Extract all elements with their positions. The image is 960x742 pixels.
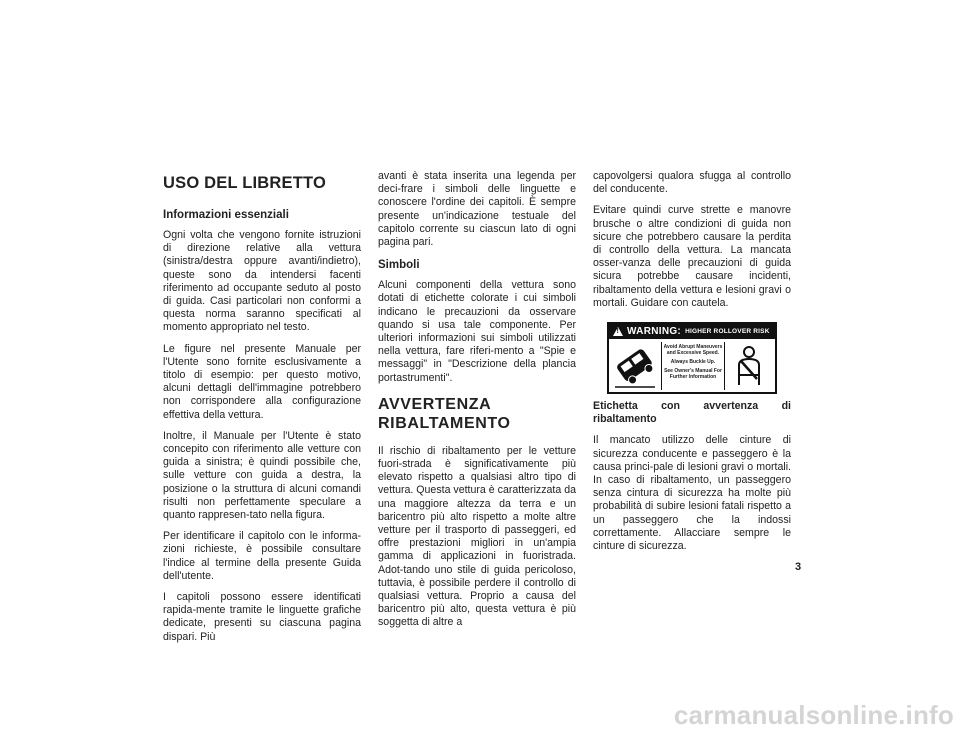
- paragraph: capovolgersi qualora sfugga al controllo del conducente.: [593, 170, 791, 196]
- section-title-ribaltamento: [378, 395, 576, 433]
- title-line: AVVERTENZA: [378, 395, 492, 413]
- column-right: [593, 170, 791, 561]
- paragraph: Le figure nel presente Manuale per l'Utente sono fornite esclusivamente a titolo di esempio: per questo motivo, alcuni dettagli dell'immagine potrebbero non corrispondere alla configurazione effettiva della vettura.: [163, 342, 361, 421]
- warning-line: See Owner's Manual For Further Information: [664, 368, 722, 381]
- paragraph: Alcuni componenti della vettura sono dotati di etichette colorate i cui simboli indicano le precauzioni da osservare quando si usa tale componente. Per ulteriori informazioni sui simboli utilizzati nella vettura, fare riferi-mento a "Spie e messaggi" in "Descrizione della plancia portastrumenti".: [378, 279, 576, 384]
- paragraph: Il rischio di ribaltamento per le vetture fuori-strada è significativamente più elevato rispetto a qualsiasi altro tipo di vettura. Questa vettura è caratterizzata da una maggiore altezza da terra e un baricentro più alto rispetto a molte altre vetture per il trasporto di passeggeri, ed offre prestazioni migliori in un'ampia gamma di applicazioni in fuoristrada. Adot-tando uno stile di guida pericoloso, tuttavia, è possibile perdere il controllo di qualsiasi vettura. Proprio a causa del baricentro più alto, questa vettura è più soggetta di altre a: [378, 444, 576, 629]
- warning-word: WARNING:: [627, 326, 682, 338]
- subsection-title-informazioni: Informazioni essenziali: [163, 209, 289, 221]
- seatbelt-person-icon: [727, 343, 771, 389]
- rollover-car-icon: [613, 343, 657, 389]
- rollover-warning-label: [607, 322, 777, 394]
- column-middle: [378, 170, 576, 638]
- column-left: [163, 170, 361, 652]
- title-line: RIBALTAMENTO: [378, 414, 511, 432]
- warning-risk: HIGHER ROLLOVER RISK: [685, 328, 770, 336]
- paragraph: Inoltre, il Manuale per l'Utente è stato concepito con riferimento alle vetture con guida a sinistra; è quindi possibile che, sulle vetture con guida a destra, la posizione o la struttura di alcuni comandi risulti non perfettamente speculare a quanto rappresen-tato nella figura.: [163, 429, 361, 522]
- warning-bar: [609, 324, 775, 339]
- paragraph: Ogni volta che vengono fornite istruzioni di direzione relative alla vettura (sinistra/destra oppure avanti/indietro), queste sono da intendersi facenti riferimento ad occupante seduto al posto di guida. Casi particolari non conformi a questa norma saranno specificati al momento appropriato nel testo.: [163, 229, 361, 334]
- warning-line: Always Buckle Up.: [670, 359, 716, 366]
- paragraph: Evitare quindi curve strette e manovre brusche o altre condizioni di guida non sicure che potrebbero causare la perdita di controllo della vettura. La mancata osser-vanza delle precauzioni di guida sicura potrebbe causare incidenti, ribaltamento della vettura e lesioni gravi o mortali. Guidare con cautela.: [593, 204, 791, 309]
- warning-line: Avoid Abrupt Maneuvers and Excessive Speed.: [663, 344, 723, 357]
- watermark: carmanualsonline.info: [673, 700, 954, 730]
- paragraph: avanti è stata inserita una legenda per deci-frare i simboli delle linguette e conoscere l'ordine dei capitoli. È sempre presente un'indicazione testuale del capitolo corrente su ciascun lato di ogni pagina pari.: [378, 170, 576, 249]
- paragraph: Per identificare il capitolo con le informa-zioni richieste, è possibile consultare l'indice al termine della presente Guida dell'utente.: [163, 530, 361, 582]
- section-title: USO DEL LIBRETTO: [163, 174, 327, 192]
- subsection-title-simboli: Simboli: [378, 259, 420, 272]
- warning-triangle-icon: !: [613, 327, 623, 336]
- paragraph: Il mancato utilizzo delle cinture di sicurezza conducente e passeggero è la causa princi-pale di lesioni gravi o mortali. In caso di ribaltamento, un passeggero senza cintura di sicurezza ha molte più probabilità di subire lesioni fatali rispetto a un passeggero che la indossi correttamente. Allacciare sempre le cinture di sicurezza.: [593, 434, 791, 553]
- paragraph: I capitoli possono essere identificati rapida-mente tramite le linguette grafiche dedicate, presenti su ciascuna pagina dispari. Più: [163, 591, 361, 643]
- page-number: 3: [795, 561, 802, 573]
- figure-caption: Etichetta con avvertenza di ribaltamento: [593, 400, 791, 426]
- warning-text-block: [661, 342, 725, 390]
